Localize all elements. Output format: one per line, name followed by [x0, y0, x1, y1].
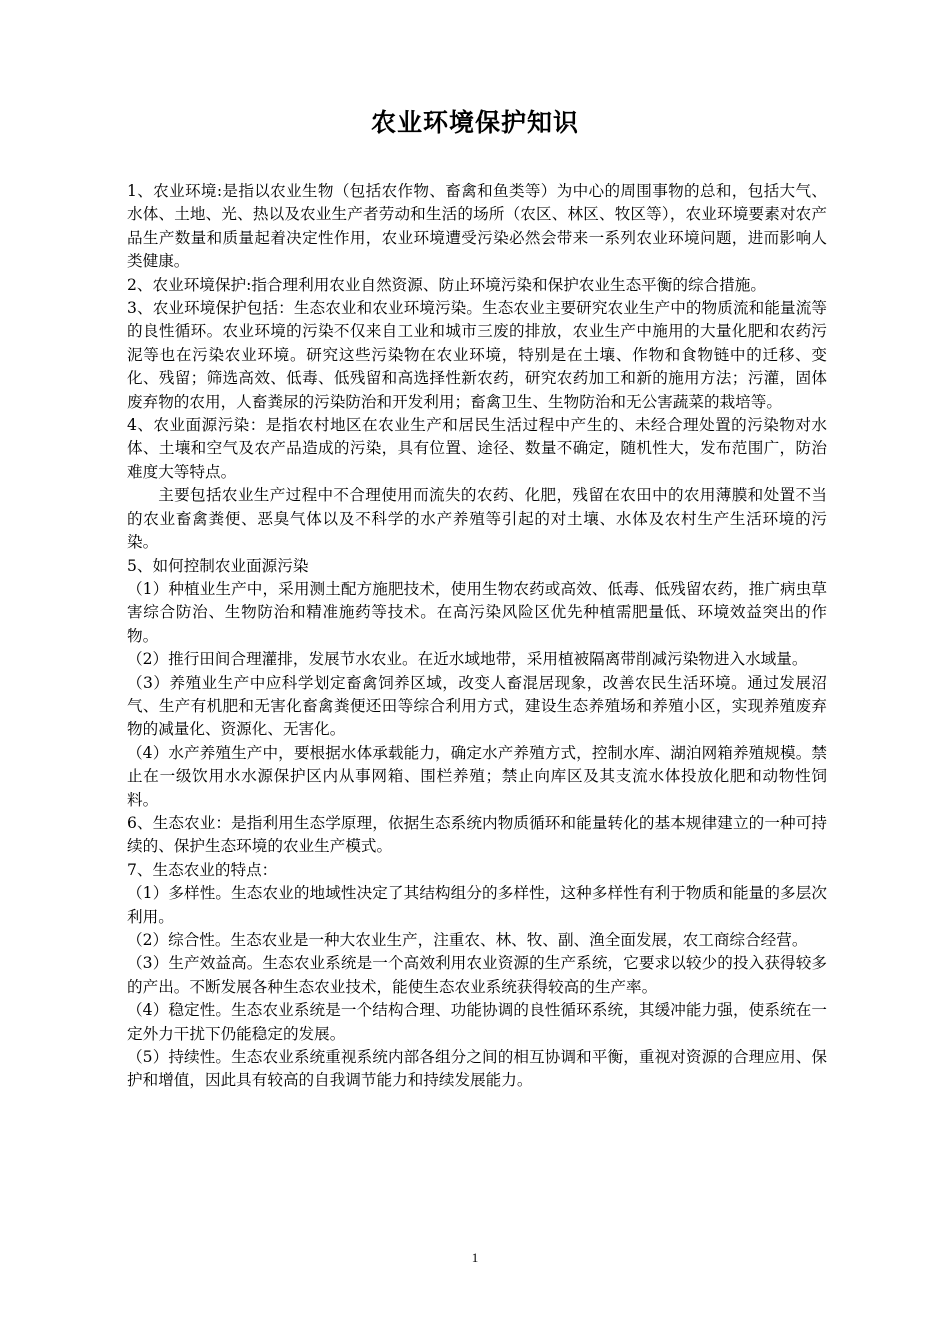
paragraph-feature-4: （4）稳定性。生态农业系统是一个结构合理、功能协调的良性循环系统，其缓冲能力强，使系统在一定外力干扰下仍能稳定的发展。 — [127, 1001, 827, 1043]
paragraph-feature-2: （2）综合性。生态农业是一种大农业生产，注重农、林、牧、副、渔全面发展，农工商综合经营。 — [127, 931, 808, 949]
document-title: 农业环境保护知识 — [370, 108, 579, 137]
paragraph-feature-3: （3）生产效益高。生态农业系统是一个高效利用农业资源的生产系统，它要求以较少的投入获得较多的产出。不断发展各种生态农业技术，能使生态农业系统获得较高的生产率。 — [127, 954, 827, 996]
paragraph-pollution-sources: 主要包括农业生产过程中不合理使用而流失的农药、化肥，残留在农田中的农用薄膜和处置不当的农业畜禽粪便、恶臭气体以及不科学的水产养殖等引起的对土壤、水体及农村生产生活环境的污染。 — [127, 486, 827, 552]
document-body — [127, 180, 827, 1093]
paragraph-feature-5: （5）持续性。生态农业系统重视系统内部各组分之间的相互协调和平衡，重视对资源的合理应用、保护和增值，因此具有较高的自我调节能力和持续发展能力。 — [127, 1048, 827, 1090]
paragraph-control-item-1: （1）种植业生产中，采用测土配方施肥技术，使用生物农药或高效、低毒、低残留农药，推广病虫草害综合防治、生物防治和精准施药等技术。在高污染风险区优先种植需肥量低、环境效益突出的作物。 — [127, 579, 827, 645]
paragraph-control-heading: 5、如何控制农业面源污染 — [127, 556, 309, 575]
paragraph-feature-1: （1）多样性。生态农业的地域性决定了其结构组分的多样性，这种多样性有利于物质和能量的多层次利用。 — [127, 884, 827, 926]
paragraph-features-heading: 7、生态农业的特点： — [127, 860, 278, 879]
paragraph-control-item-3: （3）养殖业生产中应科学划定畜禽饲养区域，改变人畜混居现象，改善农民生活环境。通过发展沼气、生产有机肥和无害化畜禽粪便还田等综合利用方式，建设生态养殖场和养殖小区，实现养殖废弃物的减量化、资源化、无害化。 — [127, 673, 827, 739]
paragraph-protection-contents: 3、农业环境保护包括：生态农业和农业环境污染。生态农业主要研究农业生产中的物质流和能量流等的良性循环。农业环境的污染不仅来自工业和城市三废的排放，农业生产中施用的大量化肥和农药污泥等也在污染农业环境。研究这些污染物在农业环境，特别是在土壤、作物和食物链中的迁移、变化、残留；筛选高效、低毒、低残留和高选择性新农药，研究农药加工和新的施用方法；污灌，固体废弃物的农用，人畜粪尿的污染防治和开发利用；畜禽卫生、生物防治和无公害蔬菜的栽培等。 — [127, 299, 827, 411]
paragraph-ecological-agriculture: 6、生态农业：是指利用生态学原理，依据生态系统内物质循环和能量转化的基本规律建立的一种可持续的、保护生态环境的农业生产模式。 — [127, 813, 827, 856]
paragraph-control-item-2: （2）推行田间合理灌排，发展节水农业。在近水域地带，采用植被隔离带削减污染物进入水域量。 — [127, 650, 808, 669]
paragraph-control-item-4: （4）水产养殖生产中，要根据水体承载能力，确定水产养殖方式，控制水库、湖泊网箱养殖规模。禁止在一级饮用水水源保护区内从事网箱、围栏养殖；禁止向库区及其支流水体投放化肥和动物性饲料。 — [127, 743, 827, 809]
paragraph-agricultural-environment: 1、农业环境:是指以农业生物（包括农作物、畜禽和鱼类等）为中心的周围事物的总和，包括大气、水体、土地、光、热以及农业生产者劳动和生活的场所（农区、林区、牧区等），农业环境要素对农产品生产数量和质量起着决定性作用，农业环境遭受污染必然会带来一系列农业环境问题，进而影响人类健康。 — [127, 182, 827, 271]
paragraph-environment-protection: 2、农业环境保护:指合理利用农业自然资源、防止环境污染和保护农业生态平衡的综合措施。 — [127, 275, 766, 294]
page-number: 1 — [471, 1250, 479, 1265]
paragraph-nonpoint-pollution: 4、农业面源污染：是指农村地区在农业生产和居民生活过程中产生的、未经合理处置的污染物对水体、土壤和空气及农产品造成的污染，具有位置、途径、数量不确定，随机性大，发布范围广，防治难度大等特点。 — [127, 416, 827, 481]
